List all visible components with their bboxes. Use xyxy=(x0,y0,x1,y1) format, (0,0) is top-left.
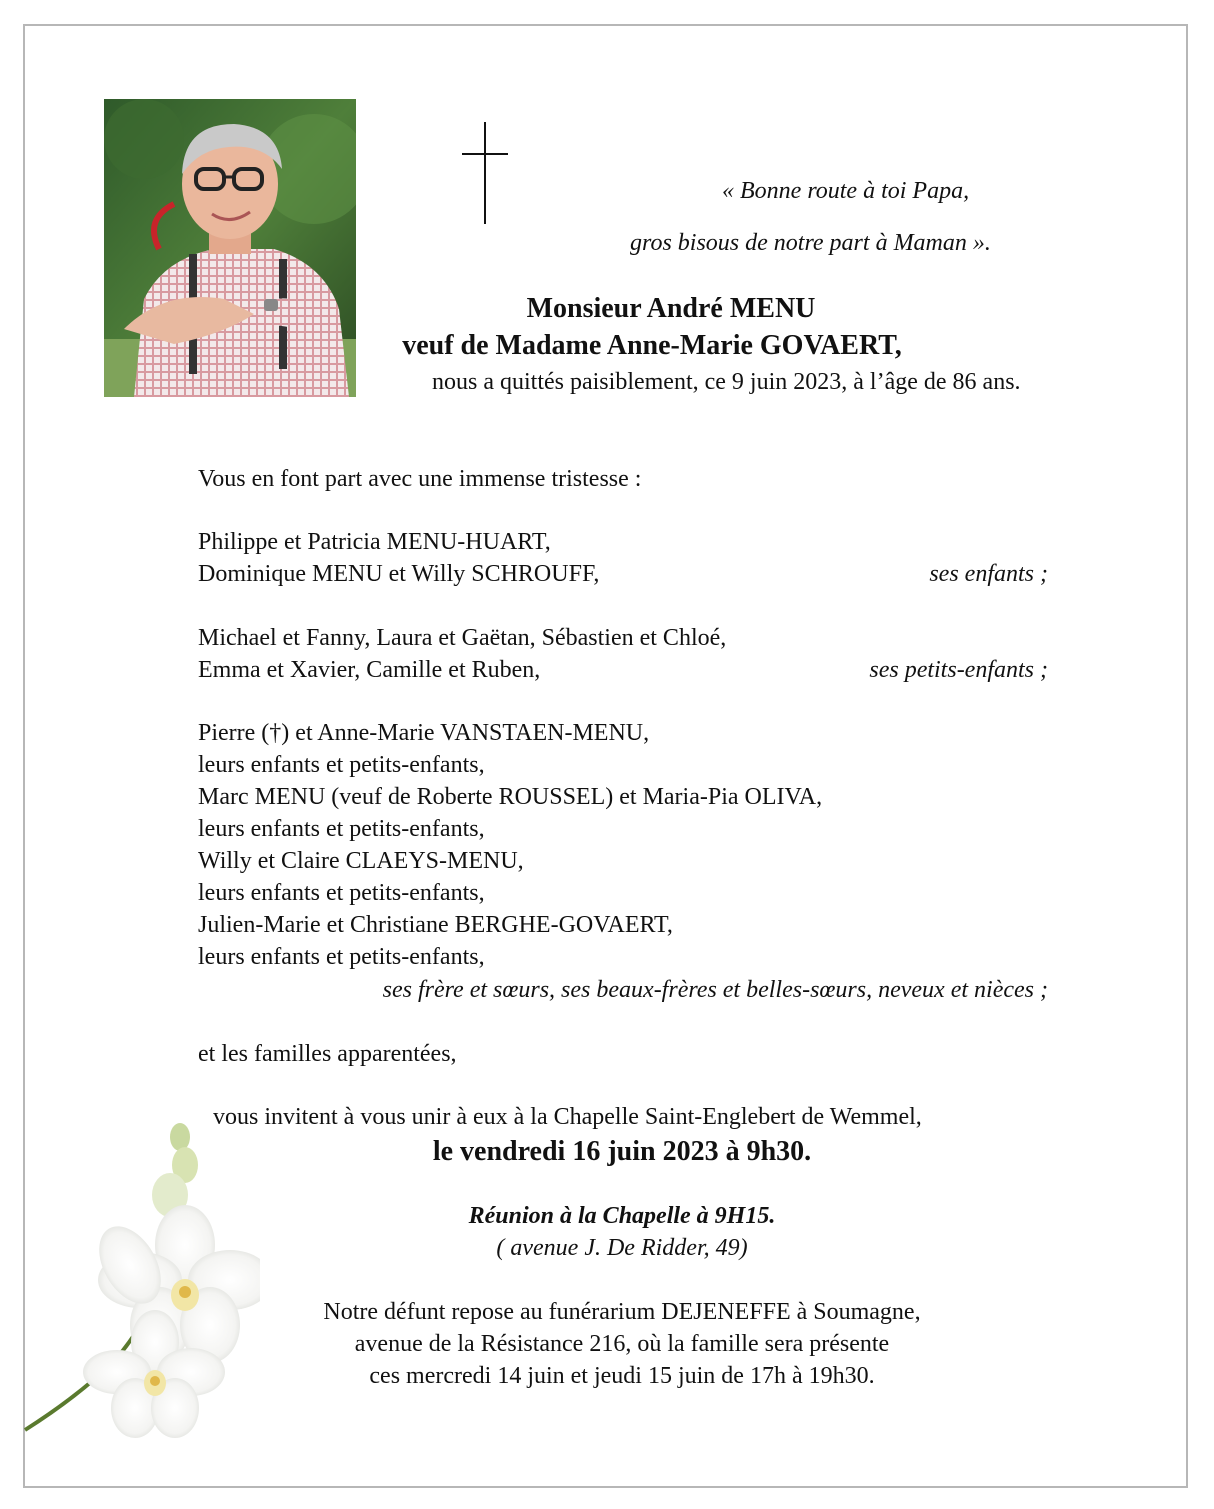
sibling-line: Pierre (†) et Anne-Marie VANSTAEN-MENU, xyxy=(198,720,650,746)
sibling-line: leurs enfants et petits-enfants, xyxy=(198,752,485,778)
sibling-line: leurs enfants et petits-enfants, xyxy=(198,944,485,970)
grandchildren-line: Michael et Fanny, Laura et Gaëtan, Sébastien et Chloé, xyxy=(198,625,727,651)
meeting-address: ( avenue J. De Ridder, 49) xyxy=(496,1235,748,1261)
sibling-line: Marc MENU (veuf de Roberte ROUSSEL) et Maria-Pia OLIVA, xyxy=(198,784,823,810)
intro-text: Vous en font part avec une immense tristesse : xyxy=(198,466,642,492)
sibling-line: Willy et Claire CLAEYS-MENU, xyxy=(198,848,524,874)
children-line: Dominique MENU et Willy SCHROUFF, xyxy=(198,561,600,587)
children-line: Philippe et Patricia MENU-HUART, xyxy=(198,529,551,555)
funeral-home-line: ces mercredi 14 juin et jeudi 15 juin de 17h à 19h30. xyxy=(369,1363,875,1389)
grandchildren-line: Emma et Xavier, Camille et Ruben, xyxy=(198,657,541,683)
sibling-line: leurs enfants et petits-enfants, xyxy=(198,880,485,906)
meeting-line: Réunion à la Chapelle à 9H15. xyxy=(468,1203,776,1229)
deceased-name: Monsieur André MENU xyxy=(526,293,816,324)
orchid-flower-icon xyxy=(20,1115,260,1445)
families-text: et les familles apparentées, xyxy=(198,1041,457,1067)
deceased-spouse: veuf de Madame Anne-Marie GOVAERT, xyxy=(402,330,902,361)
funeral-home-line: Notre défunt repose au funérarium DEJENEFFE à Soumagne, xyxy=(323,1299,921,1325)
quote-line-2: gros bisous de notre part à Maman ». xyxy=(630,230,991,256)
invitation-line: vous invitent à vous unir à eux à la Chapelle Saint-Englebert de Wemmel, xyxy=(213,1104,922,1130)
funeral-home-line: avenue de la Résistance 216, où la famille sera présente xyxy=(354,1331,890,1357)
siblings-role: ses frère et sœurs, ses beaux-frères et belles-sœurs, neveux et nièces ; xyxy=(382,977,1048,1003)
children-role: ses enfants ; xyxy=(929,561,1048,587)
quote-line-1: « Bonne route à toi Papa, xyxy=(722,178,970,204)
cross-icon xyxy=(462,122,508,224)
ceremony-date: le vendredi 16 juin 2023 à 9h30. xyxy=(432,1136,812,1167)
sibling-line: Julien-Marie et Christiane BERGHE-GOVAERT, xyxy=(198,912,673,938)
grandchildren-role: ses petits-enfants ; xyxy=(869,657,1048,683)
sibling-line: leurs enfants et petits-enfants, xyxy=(198,816,485,842)
deceased-passing: nous a quittés paisiblement, ce 9 juin 2023, à l’âge de 86 ans. xyxy=(432,369,1021,395)
